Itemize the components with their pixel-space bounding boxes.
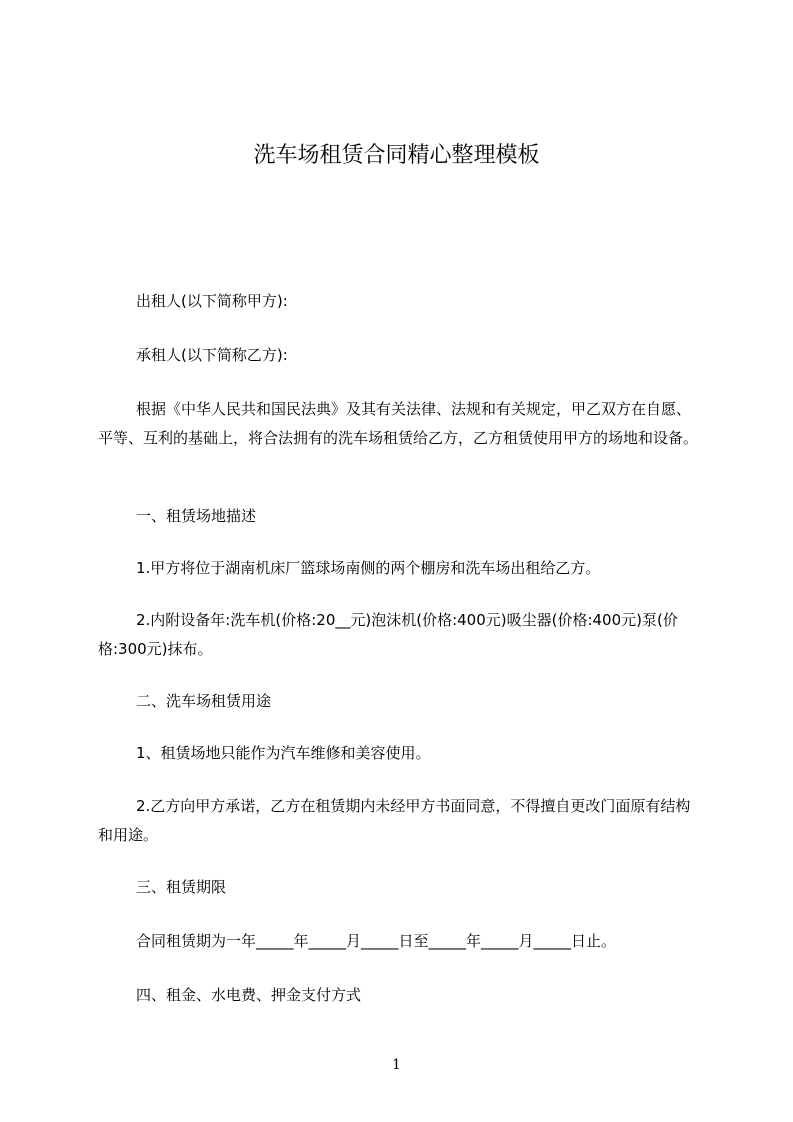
section-heading-2: 二、洗车场租赁用途 <box>136 692 272 710</box>
page-number: 1 <box>392 1057 401 1073</box>
section-heading-3: 三、租赁期限 <box>136 878 227 896</box>
lessor-line: 出租人(以下简称甲方): <box>136 292 288 310</box>
section-heading-1: 一、租赁场地描述 <box>136 507 257 525</box>
section-heading-4: 四、租金、水电费、押金支付方式 <box>136 986 362 1004</box>
section-1-item-2: 2.内附设备年:洗车机(价格:20__元)泡沫机(价格:400元)吸尘器(价格:400元)泵(价格:300元)抹布。 <box>98 611 678 658</box>
section-3-text: 合同租赁期为一年_____年_____月_____日至_____年_____月_____日止。 <box>136 932 617 950</box>
preamble-paragraph: 根据《中华人民共和国民法典》及其有关法律、法规和有关规定，甲乙双方在自愿、平等、互利的基础上，将合法拥有的洗车场租赁给乙方，乙方租赁使用甲方的场地和设备。 <box>98 400 699 447</box>
section-2-item-1: 1、租赁场地只能作为汽车维修和美容使用。 <box>136 744 431 762</box>
lessee-line: 承租人(以下简称乙方): <box>136 346 288 364</box>
document-title: 洗车场租赁合同精心整理模板 <box>253 143 540 168</box>
section-1-item-1: 1.甲方将位于湖南机床厂篮球场南侧的两个棚房和洗车场出租给乙方。 <box>136 559 601 577</box>
section-2-item-2: 2.乙方向甲方承诺，乙方在租赁期内未经甲方书面同意，不得擅自更改门面原有结构和用途。 <box>98 797 691 844</box>
